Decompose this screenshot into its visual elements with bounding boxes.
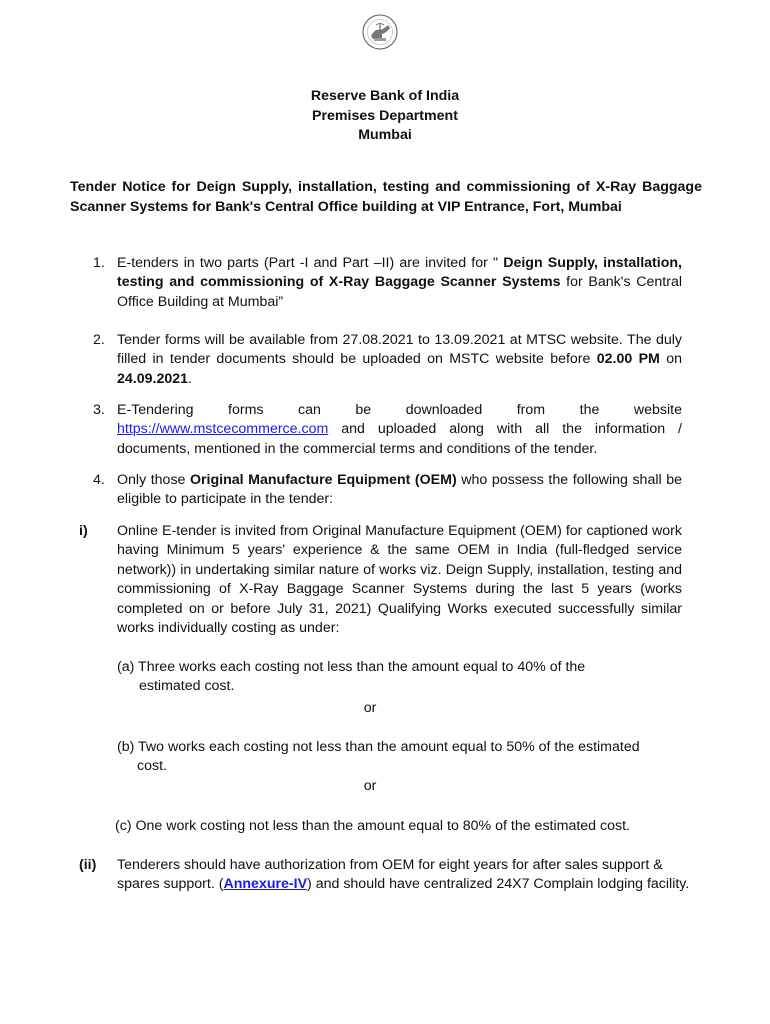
option-c: (c) One work costing not less than the amount equal to 80% of the estimated cost. bbox=[115, 818, 630, 834]
or-separator: or bbox=[363, 778, 377, 794]
tender-notice-title: Tender Notice for Deign Supply, installation, testing and commissioning of X-Ray Baggage Scanner Systems for Bank's Central Office building at VIP Entrance, Fort, Mumbai bbox=[70, 179, 702, 215]
item-number: 4. bbox=[93, 472, 105, 488]
item-text: Tender forms will be available from 27.08.2021 to 13.09.2021 at MTSC website. The duly filled in tender documents should be uploaded on MSTC website before 02.00 PM on 24.09.2021. bbox=[117, 332, 682, 387]
list-item-2 bbox=[70, 331, 682, 389]
justified-line: E-Tendering forms can be downloaded from the website bbox=[117, 402, 682, 418]
criterion-ii-label: (ii) bbox=[79, 857, 97, 873]
rbi-emblem-logo bbox=[361, 12, 399, 54]
document-header bbox=[0, 87, 770, 146]
list-item-1 bbox=[70, 254, 682, 312]
item-text: E-tenders in two parts (Part -I and Part –II) are invited for " Deign Supply, installation, testing and commissioning of X-Ray Baggage Scanner Systems for Bank's Central Office Building at Mumbai” bbox=[117, 255, 682, 310]
item-number: 3. bbox=[93, 402, 105, 418]
mstc-website-link[interactable]: https://www.mstcecommerce.com bbox=[117, 421, 329, 438]
oem-bold: Original Manufacture Equipment (OEM) bbox=[190, 472, 457, 488]
header-organization: Reserve Bank of India bbox=[310, 88, 460, 104]
criterion-ii-text: Tenderers should have authorization from OEM for eight years for after sales support & spares support. (Annexure-IV) and should have centralized 24X7 Complain lodging facility. bbox=[117, 857, 690, 893]
header-city: Mumbai bbox=[358, 127, 412, 144]
list-item-4 bbox=[70, 471, 682, 510]
item-number: 1. bbox=[93, 255, 105, 271]
or-separator: or bbox=[363, 700, 377, 716]
item-text: Only those Original Manufacture Equipment (OEM) who possess the following shall be eligible to participate in the tender: bbox=[117, 472, 682, 508]
deadline-date: 24.09.2021 bbox=[117, 370, 189, 387]
criterion-i-text: Online E-tender is invited from Original Manufacture Equipment (OEM) for captioned work having Minimum 5 years' experience & the same OEM in India (full-fledged service network)) in undertaking similar nature of works viz. Deign Supply, installation, testing and commissioning of X-Ray Baggage Scanner Systems during the last 5 years (works completed on or before July 31, 2021) Qualifying Works executed successfully similar works individually costing as under: bbox=[117, 523, 682, 637]
criterion-i-label: i) bbox=[79, 523, 88, 539]
annexure-iv-link[interactable]: Annexure-IV bbox=[223, 876, 308, 893]
tender-scope-bold: Deign Supply, installation, testing and commissioning of X-Ray Baggage Scanner Systems bbox=[117, 255, 682, 291]
item-text: E-Tendering forms can be downloaded from the website https://www.mstcecommerce.com and uploaded along with all the information / documents, mentioned in the commercial terms and conditions of the tender. bbox=[117, 402, 682, 457]
header-department: Premises Department bbox=[312, 107, 458, 124]
option-a: (a) Three works each costing not less than the amount equal to 40% of the estimated cost. bbox=[117, 659, 586, 695]
list-item-3 bbox=[70, 401, 682, 459]
deadline-time: 02.00 PM bbox=[596, 351, 660, 368]
item-number: 2. bbox=[93, 332, 105, 348]
option-b: (b) Two works each costing not less than the amount equal to 50% of the estimated cost. bbox=[117, 739, 640, 775]
